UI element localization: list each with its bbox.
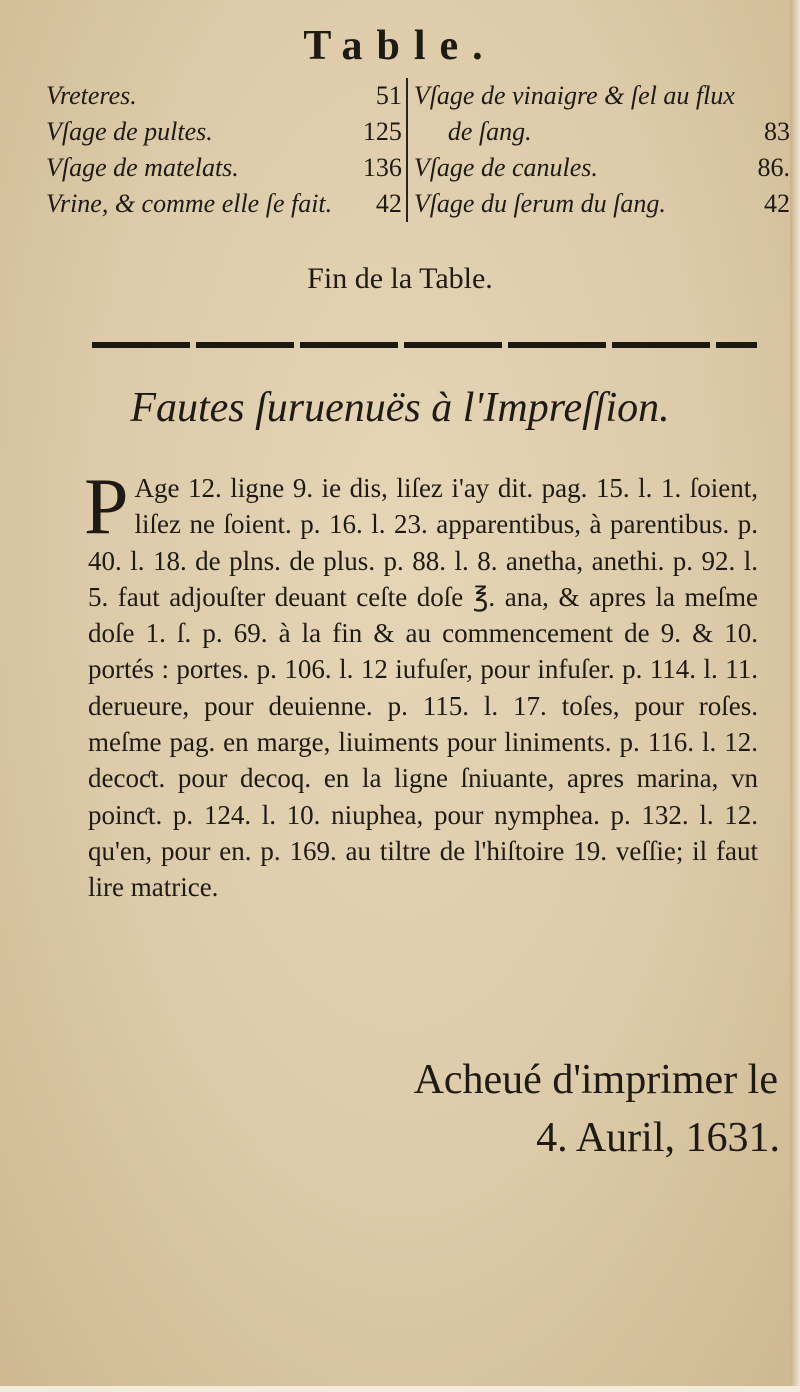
toc-page-number <box>753 78 794 114</box>
toc-page-number: 83 <box>764 117 790 146</box>
drop-cap: P <box>84 463 129 551</box>
toc-entry: Vſage de vinaigre & ſel au flux <box>413 81 735 110</box>
toc-page-number: 136 <box>351 150 407 186</box>
toc-entry: Vſage de canules. <box>413 153 598 182</box>
toc-page-number: 86. <box>757 153 790 182</box>
errata-paragraph <box>84 463 758 906</box>
page-bottom-edge <box>0 1386 800 1392</box>
errata-text: Age 12. ligne 9. ie dis, liſez i'ay dit. pag. 15. l. 1. ſoient, liſez ne ſoient. p. 16. l. 23. apparentibus, à parentibus. p. 40. l. 18. de plns. de plus. p. 88. l. 8. anetha, anethi. p. 92. l. 5. faut adjouſter deuant ceſte doſe ℥. ana, & apres la meſme doſe 1. ſ. p. 69. à la fin & au commencement de 9. & 10. portés : portes. p. 106. l. 12 iufuſer, pour infuſer. p. 114. l. 11. derueure, pour deuienne. p. 115. l. 17. toſes, pour roſes. meſme pag. en marge, liuiments pour liniments. p. 116. l. 12. decoƈt. pour decoq. en la ligne ſniuante, apres marina, vn poinƈt. p. 124. l. 10. niuphea, pour nymphea. p. 132. l. 12. qu'en, pour en. p. 169. au tiltre de l'hiſtoire 19. veſſie; il faut lire matrice. <box>88 473 758 903</box>
toc-row <box>46 186 794 222</box>
divider-rule <box>92 342 757 348</box>
toc-row <box>46 78 794 114</box>
colophon-date: 4. Auril, 1631. <box>536 1115 780 1161</box>
end-of-table-label: Fin de la Table. <box>307 262 493 295</box>
running-header: Table. <box>303 23 497 69</box>
toc-entry: de ſang. <box>447 117 532 146</box>
toc-entry: Vreteres. <box>46 81 137 110</box>
toc-page-number: 51 <box>351 78 407 114</box>
toc-entry: Vſage du ſerum du ſang. <box>413 189 666 218</box>
errata-heading: Fautes ſuruenuës à l'Impreſſion. <box>130 385 670 431</box>
toc-row <box>46 114 794 150</box>
table-of-contents <box>46 78 794 222</box>
toc-page-number: 42 <box>764 189 790 218</box>
toc-entry: Vſage de matelats. <box>46 153 239 182</box>
toc-row <box>46 150 794 186</box>
toc-page-number: 42 <box>351 186 407 222</box>
colophon-line: Acheué d'imprimer le <box>413 1057 778 1103</box>
toc-entry: Vſage de pultes. <box>46 117 213 146</box>
toc-entry: Vrine, & comme elle ſe fait. <box>46 189 333 218</box>
toc-page-number: 125 <box>351 114 407 150</box>
